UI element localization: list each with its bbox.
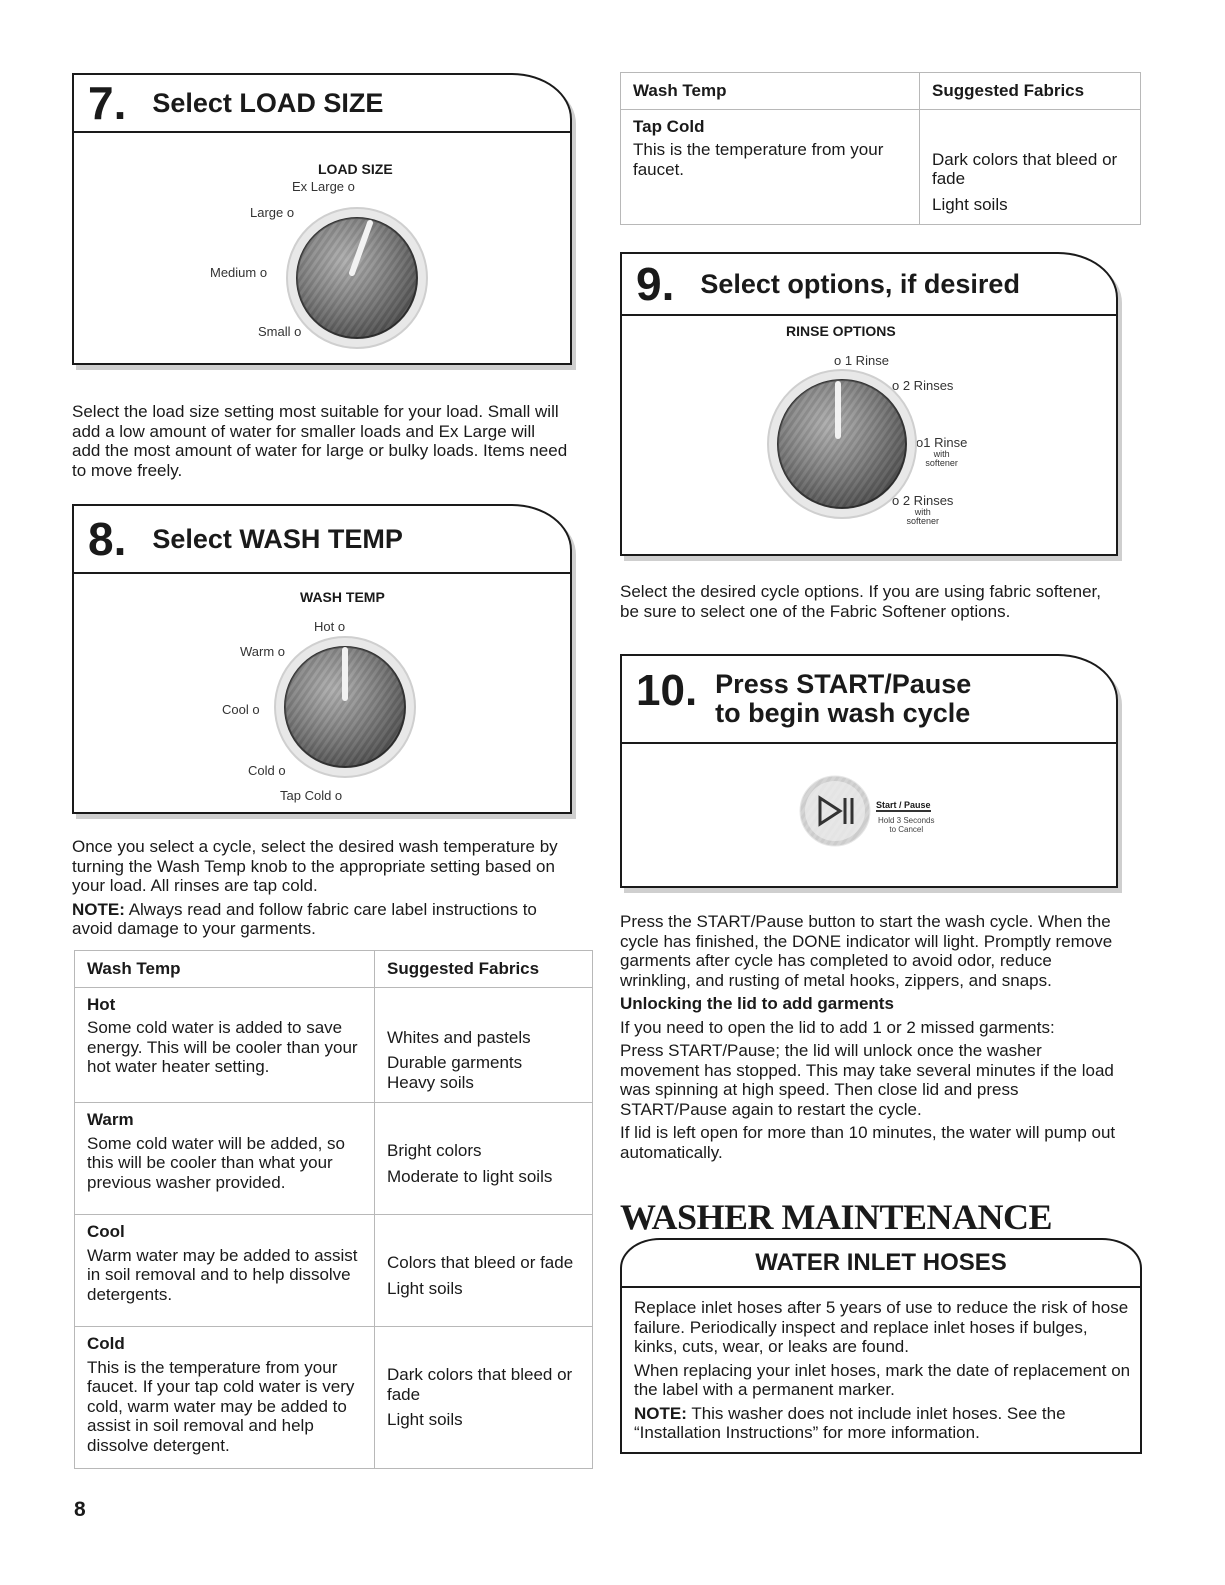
unlock-lid-heading: Unlocking the lid to add garments <box>620 994 894 1013</box>
fabric-item: Light soils <box>932 194 1008 214</box>
step-10-title: Press START/Pause to begin wash cycle <box>715 669 972 728</box>
load-size-ex-large-label: Ex Large o <box>292 179 355 194</box>
wash-temp-hot-label: Hot o <box>314 619 346 634</box>
fabric-item: Light soils <box>387 1410 463 1429</box>
step-9-number: 9. <box>636 258 675 310</box>
step-7-number: 7. <box>88 77 127 129</box>
load-size-knob-icon[interactable] <box>282 203 432 353</box>
fabric-item: Light soils <box>387 1278 463 1298</box>
fabric-item: Moderate to light soils <box>387 1166 553 1186</box>
row-desc: Some cold water is added to save energy. This will be cooler than your hot water heater setting. <box>87 1018 358 1076</box>
row-desc: Some cold water will be added, so this will be cooler than what your previous washer provided. <box>87 1133 345 1192</box>
wash-temp-cool-label: Cool o <box>222 702 260 717</box>
hoses-text <box>634 1298 1134 1447</box>
step-10-paragraph: Press START/Pause; the lid will unlock once the washer movement has stopped. This may take several minutes if the load was spinning at high speed. Then close lid and press START/Pause again to restart the cycle. <box>620 1041 1114 1119</box>
table-row <box>75 1103 593 1215</box>
start-pause-button-icon[interactable] <box>798 774 872 848</box>
hoses-paragraph: When replacing your inlet hoses, mark the date of replacement on the label with a permanent marker. <box>634 1360 1131 1399</box>
row-title: Hot <box>87 994 116 1014</box>
load-size-small-label: Small o <box>258 324 302 339</box>
table-header-fabrics: Suggested Fabrics <box>375 951 593 988</box>
water-inlet-hoses-box <box>620 1238 1142 1454</box>
start-pause-label: Start / Pause <box>876 800 931 810</box>
table-header-fabrics: Suggested Fabrics <box>920 73 1141 110</box>
load-size-large-label: Large o <box>250 205 295 220</box>
step-8-title: Select WASH TEMP <box>152 523 403 554</box>
row-desc: Warm water may be added to assist in soil removal and to help dissolve detergents. <box>87 1245 358 1304</box>
row-title: Cold <box>87 1334 125 1353</box>
step-8-text <box>72 837 572 943</box>
step-7-text: Select the load size setting most suitable for your load. Small will add a low amount of water for smaller loads and Ex Large will add the most amount of water for large or bulky loads. Items need to move freely. <box>72 402 568 480</box>
wash-temp-warm-label: Warm o <box>240 644 286 659</box>
wash-temp-cold-label: Cold o <box>248 763 286 778</box>
step-7-box <box>72 73 572 365</box>
hoses-note: NOTE: This washer does not include inlet hoses. See the “Installation Instructions” for more information. <box>634 1403 1066 1442</box>
rinse-option-4-label: o 2 Rinses with softener <box>892 493 954 526</box>
step-9-box <box>620 252 1118 556</box>
table-header-temp: Wash Temp <box>621 73 920 110</box>
fabric-item: Dark colors that bleed or fade <box>932 149 1118 188</box>
wash-temp-tap-cold-label: Tap Cold o <box>280 788 343 803</box>
load-size-medium-label: Medium o <box>210 265 268 280</box>
hoses-paragraph: Replace inlet hoses after 5 years of use to reduce the risk of hose failure. Periodically inspect and replace inlet hoses if bulges, kinks, cuts, wear, or leaks are found. <box>634 1298 1129 1356</box>
page-number: 8 <box>74 1498 86 1521</box>
step-10-number: 10. <box>636 666 698 715</box>
tap-cold-table <box>620 72 1141 225</box>
rinse-options-knob-icon[interactable] <box>762 364 922 524</box>
row-title: Warm <box>87 1110 134 1129</box>
row-desc: This is the temperature from your faucet. <box>633 140 884 179</box>
fabric-item: Colors that bleed or fade <box>387 1253 574 1272</box>
step-10-paragraph: If lid is left open for more than 10 minutes, the water will pump out automatically. <box>620 1123 1116 1162</box>
table-header-temp: Wash Temp <box>75 951 375 988</box>
wash-temp-knob-icon[interactable] <box>270 632 420 782</box>
wash-temp-panel-label: WASH TEMP <box>300 589 385 605</box>
fabric-item: Bright colors <box>387 1141 482 1160</box>
step-8-number: 8. <box>88 513 127 565</box>
step-10-paragraph: Press the START/Pause button to start the wash cycle. When the cycle has finished, the DONE indicator will light. Promptly remove garments after cycle has completed to avoid odor, reduce wrinkling, and rusting of metal hooks, zippers, and snaps. <box>620 912 1113 990</box>
table-row <box>75 1327 593 1469</box>
water-inlet-hoses-title: WATER INLET HOSES <box>622 1240 1140 1288</box>
rinse-option-1-label: o 1 Rinse <box>834 353 889 368</box>
step-8-box <box>72 504 572 814</box>
rinse-options-panel-label: RINSE OPTIONS <box>786 323 896 339</box>
step-9-header <box>622 254 1116 316</box>
table-row <box>75 987 593 1103</box>
step-10-header <box>622 656 1116 744</box>
fabric-item: Durable garments <box>387 1053 523 1072</box>
wash-temp-table <box>74 950 593 1469</box>
fabric-item: Dark colors that bleed or fade <box>387 1365 573 1404</box>
step-7-header <box>74 75 570 133</box>
load-size-panel-label: LOAD SIZE <box>318 161 393 177</box>
rinse-option-2-label: o 2 Rinses <box>892 378 954 393</box>
step-10-paragraph: If you need to open the lid to add 1 or 2 missed garments: <box>620 1017 1055 1037</box>
step-7-title: Select LOAD SIZE <box>152 87 384 118</box>
row-desc: This is the temperature from your faucet. If your tap cold water is very cold, warm water may be added to assist in soil removal and help dissolve detergent. <box>87 1357 355 1455</box>
step-10-box <box>620 654 1118 888</box>
step-8-paragraph: Once you select a cycle, select the desired wash temperature by turning the Wash Temp knob to the appropriate setting based on your load. All rinses are tap cold. <box>72 837 558 895</box>
washer-maintenance-heading: WASHER MAINTENANCE <box>620 1197 1053 1237</box>
rinse-option-3-label: o1 Rinse with softener <box>916 435 968 468</box>
step-8-note: NOTE: Always read and follow fabric care label instructions to avoid damage to your garments. <box>72 899 537 938</box>
row-title: Tap Cold <box>633 116 705 136</box>
fabric-item: Heavy soils <box>387 1072 474 1092</box>
step-9-text: Select the desired cycle options. If you are using fabric softener, be sure to select one of the Fabric Softener options. <box>620 582 1101 621</box>
table-row <box>621 109 1141 225</box>
table-row <box>75 1215 593 1327</box>
fabric-item: Whites and pastels <box>387 1027 531 1047</box>
step-8-header <box>74 506 570 574</box>
step-10-text <box>620 912 1120 1166</box>
step-9-title: Select options, if desired <box>700 268 1020 299</box>
row-title: Cool <box>87 1222 125 1241</box>
hold-to-cancel-text: Hold 3 Seconds to Cancel <box>878 816 935 834</box>
